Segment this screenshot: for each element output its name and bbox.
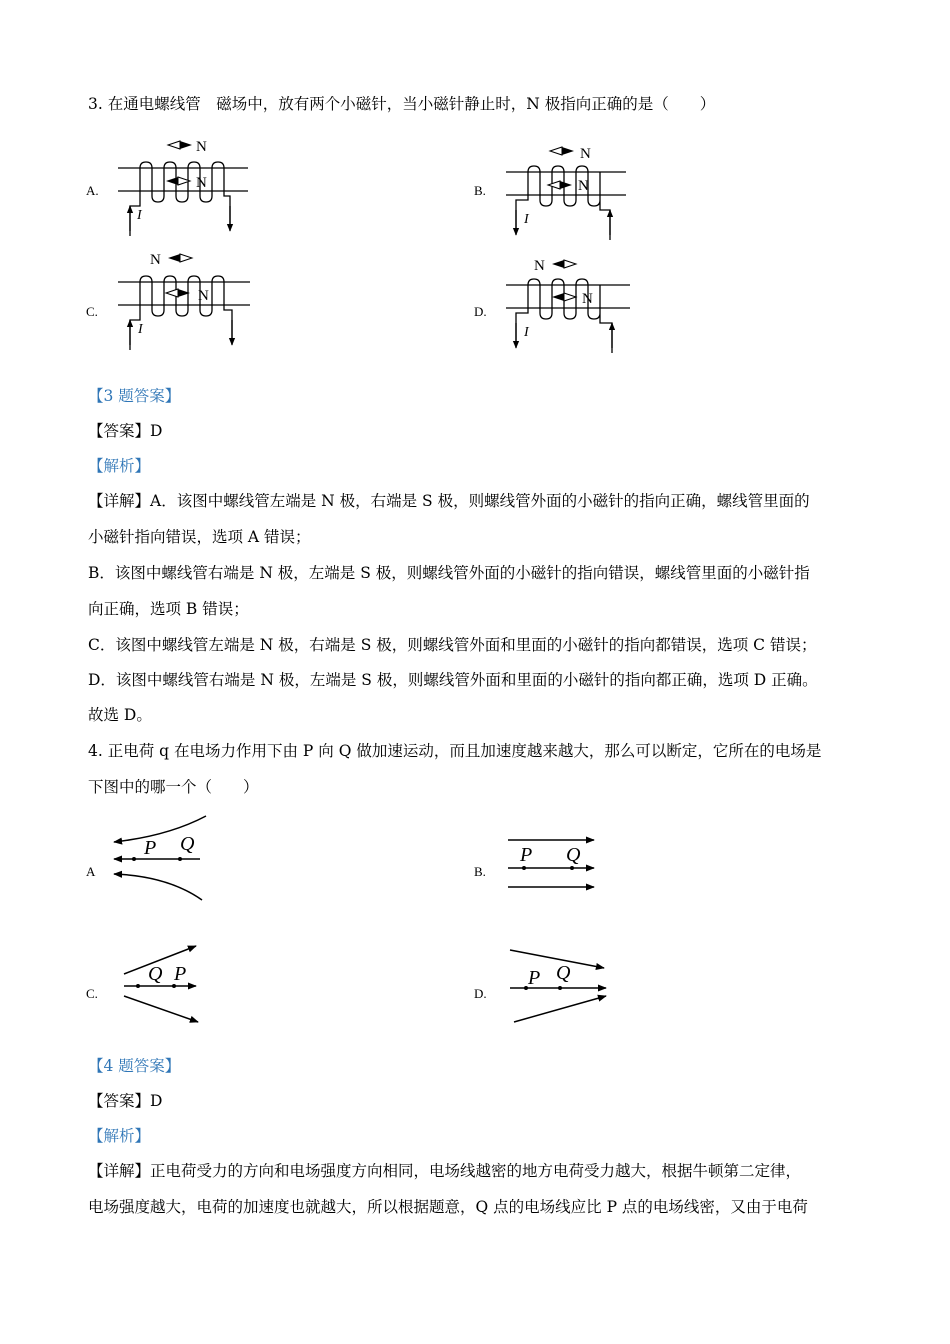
q4-option-b-label: B. xyxy=(474,864,486,879)
pole-label-inside: N xyxy=(198,288,209,304)
pole-label-outside: N xyxy=(150,252,161,268)
current-label: I xyxy=(524,212,529,227)
pole-label-inside: N xyxy=(196,175,207,191)
q3-explain-line: C．该图中螺线管左端是 N 极，右端是 S 极，则螺线管外面和里面的小磁针的指向都错误，选项 C 错误； xyxy=(88,636,817,654)
solenoid-figure-c xyxy=(110,250,270,350)
pole-label-inside: N xyxy=(578,178,589,194)
q3-analysis-header: 【解析】 xyxy=(88,457,151,475)
q3-explain-line: 小磁针指向错误，选项 A 错误； xyxy=(88,528,311,546)
point-q-label: Q xyxy=(566,844,581,866)
field-figure-c xyxy=(118,940,228,1030)
q4-analysis-header: 【解析】 xyxy=(88,1127,151,1145)
field-figure-b xyxy=(504,830,614,900)
point-p-label: P xyxy=(174,963,187,985)
pole-label-outside: N xyxy=(580,146,591,162)
q3-option-d-label: D. xyxy=(474,304,487,319)
q4-explain-line: 电场强度越大，电荷的加速度也就越大，所以根据题意，Q 点的电场线应比 P 点的电场线密，又由于电荷 xyxy=(88,1198,808,1216)
q3-explain-line: 【详解】A．该图中螺线管左端是 N 极，右端是 S 极，则螺线管外面的小磁针的指向正确，螺线管里面的 xyxy=(88,492,810,510)
q3-option-b-label: B. xyxy=(474,183,486,198)
q3-stem: 3. 在通电螺线管 磁场中，放有两个小磁针，当小磁针静止时，N 极指向正确的是（ ） xyxy=(88,95,716,113)
point-q-label: Q xyxy=(556,962,571,984)
pole-label-inside: N xyxy=(582,291,593,307)
point-p-label: P xyxy=(144,837,157,859)
field-figure-d xyxy=(504,944,614,1034)
current-label: I xyxy=(138,322,143,337)
point-q-label: Q xyxy=(148,963,163,985)
point-p-label: P xyxy=(528,967,541,989)
q3-option-c-label: C. xyxy=(86,304,98,319)
q4-stem-line-2: 下图中的哪一个（ ） xyxy=(88,778,259,796)
q4-explain-line: 【详解】正电荷受力的方向和电场强度方向相同，电场线越密的地方电荷受力越大，根据牛顿第二定律， xyxy=(88,1162,802,1180)
q3-answer-header: 【3 题答案】 xyxy=(88,387,181,405)
field-figure-a xyxy=(108,812,218,907)
point-q-label: Q xyxy=(180,833,195,855)
q4-option-c-label: C. xyxy=(86,986,98,1001)
q4-option-a-label: A xyxy=(86,864,96,879)
q3-option-a-label: A. xyxy=(86,183,99,198)
solenoid-figure-d xyxy=(500,253,660,353)
current-label: I xyxy=(524,325,529,340)
q4-option-d-label: D. xyxy=(474,986,487,1001)
q3-answer: 【答案】D xyxy=(88,422,163,440)
point-p-label: P xyxy=(520,844,533,866)
q4-answer-header: 【4 题答案】 xyxy=(88,1057,181,1075)
q4-stem-line-1: 4. 正电荷 q 在电场力作用下由 P 向 Q 做加速运动，而且加速度越来越大，那么可以断定，它所在的电场是 xyxy=(88,742,822,760)
q3-explain-line: 故选 D。 xyxy=(88,706,152,724)
current-label: I xyxy=(137,208,142,223)
q4-answer: 【答案】D xyxy=(88,1092,163,1110)
q3-explain-line: B．该图中螺线管右端是 N 极，左端是 S 极，则螺线管外面的小磁针的指向错误，螺线管里面的小磁针指 xyxy=(88,564,810,582)
pole-label-outside: N xyxy=(196,139,207,155)
solenoid-figure-a xyxy=(110,136,270,236)
pole-label-outside: N xyxy=(534,258,545,274)
q3-explain-line: 向正确，选项 B 错误； xyxy=(88,600,249,618)
solenoid-figure-b xyxy=(500,140,660,240)
q3-explain-line: D．该图中螺线管右端是 N 极，左端是 S 极，则螺线管外面和里面的小磁针的指向都正确，选项 D 正确。 xyxy=(88,671,818,689)
